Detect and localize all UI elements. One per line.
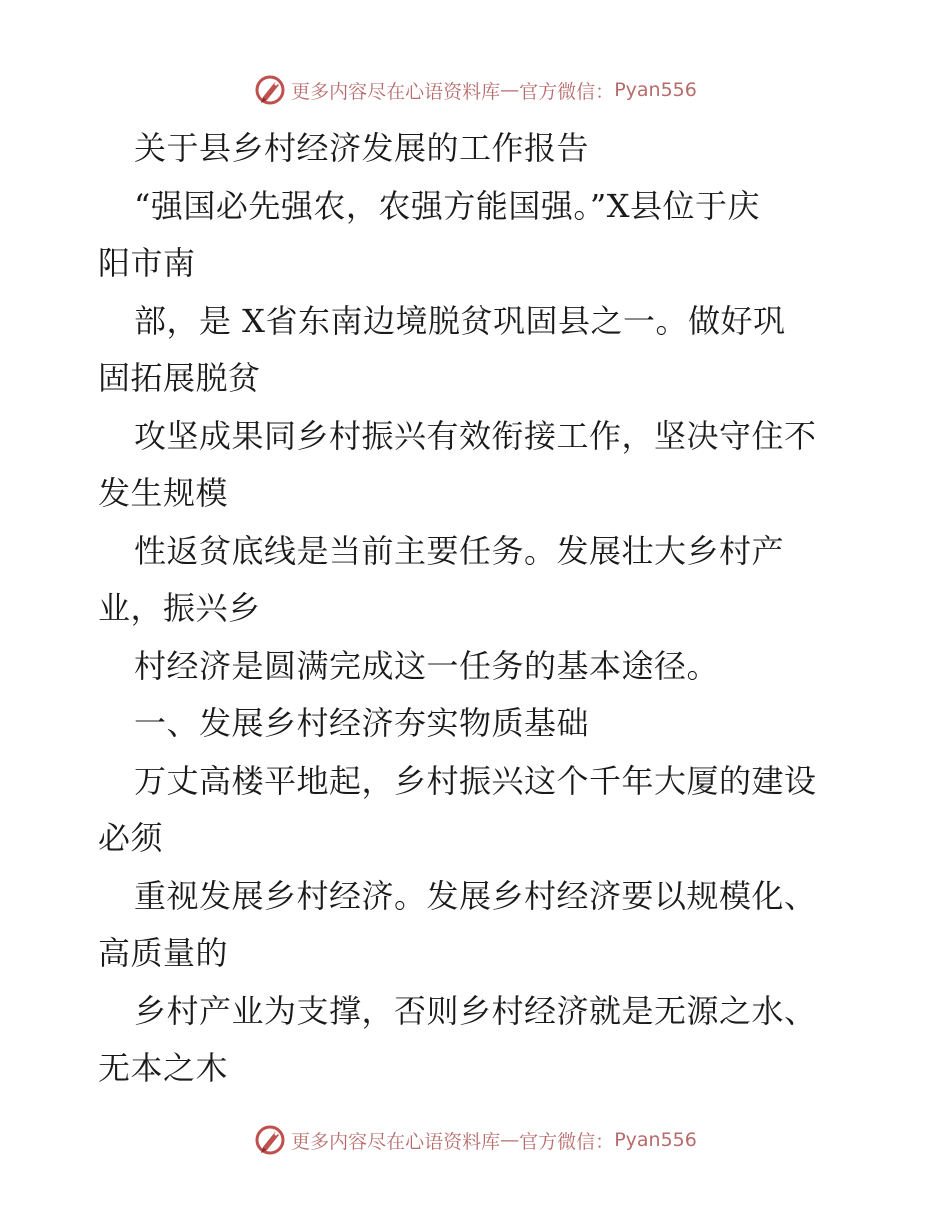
pen-logo-icon — [253, 1123, 287, 1157]
document-text-line: 重视发展乡村经济。发展乡村经济要以规模化、 — [134, 876, 817, 915]
document-text-line: 必须 — [98, 819, 164, 857]
document-text-line: 性返贫底线是当前主要任务。发展壮大乡村产 — [134, 531, 785, 570]
document-text-line: 一、发展乡村经济夯实物质基础 — [134, 704, 590, 742]
pen-logo-icon — [253, 73, 287, 107]
banner-dash: — — [500, 1129, 520, 1151]
document-title-line: 关于县乡村经济发展的工作报告 — [134, 129, 590, 167]
document-text-line: 村经济是圆满完成这一任务的基本途径。 — [134, 646, 720, 685]
footer-banner — [0, 1120, 950, 1160]
banner-wechat-label: 官方微信： — [519, 1130, 615, 1153]
document-text-line: 固拓展脱贫 — [98, 359, 261, 397]
document-text-line: “强国必先强农，农强方能国强。”X县位于庆 — [134, 186, 761, 225]
banner-wechat-label: 官方微信： — [519, 80, 615, 103]
document-text-line: 无本之木 — [98, 1049, 229, 1087]
header-banner — [0, 70, 950, 110]
document-text-line: 乡村产业为支撑，否则乡村经济就是无源之水、 — [134, 991, 817, 1030]
document-text-line: 阳市南 — [98, 244, 196, 282]
banner-dash: — — [500, 79, 520, 101]
document-text-line: 部，是 X省东南边境脱贫巩固县之一。做好巩 — [134, 301, 786, 340]
banner-wechat-id: Pyan556 — [614, 1129, 697, 1151]
document-text-line: 业，振兴乡 — [98, 589, 261, 627]
banner-site-text: 更多内容尽在心语资料库 — [291, 1130, 501, 1153]
document-text-line: 高质量的 — [98, 934, 229, 972]
document-text-line: 万丈高楼平地起，乡村振兴这个千年大厦的建设 — [134, 761, 817, 800]
document-text-line: 攻坚成果同乡村振兴有效衔接工作，坚决守住不 — [134, 416, 817, 455]
document-body — [98, 120, 858, 1098]
document-text-line: 发生规模 — [98, 474, 229, 512]
banner-wechat-id: Pyan556 — [614, 79, 697, 101]
banner-site-text: 更多内容尽在心语资料库 — [291, 80, 501, 103]
